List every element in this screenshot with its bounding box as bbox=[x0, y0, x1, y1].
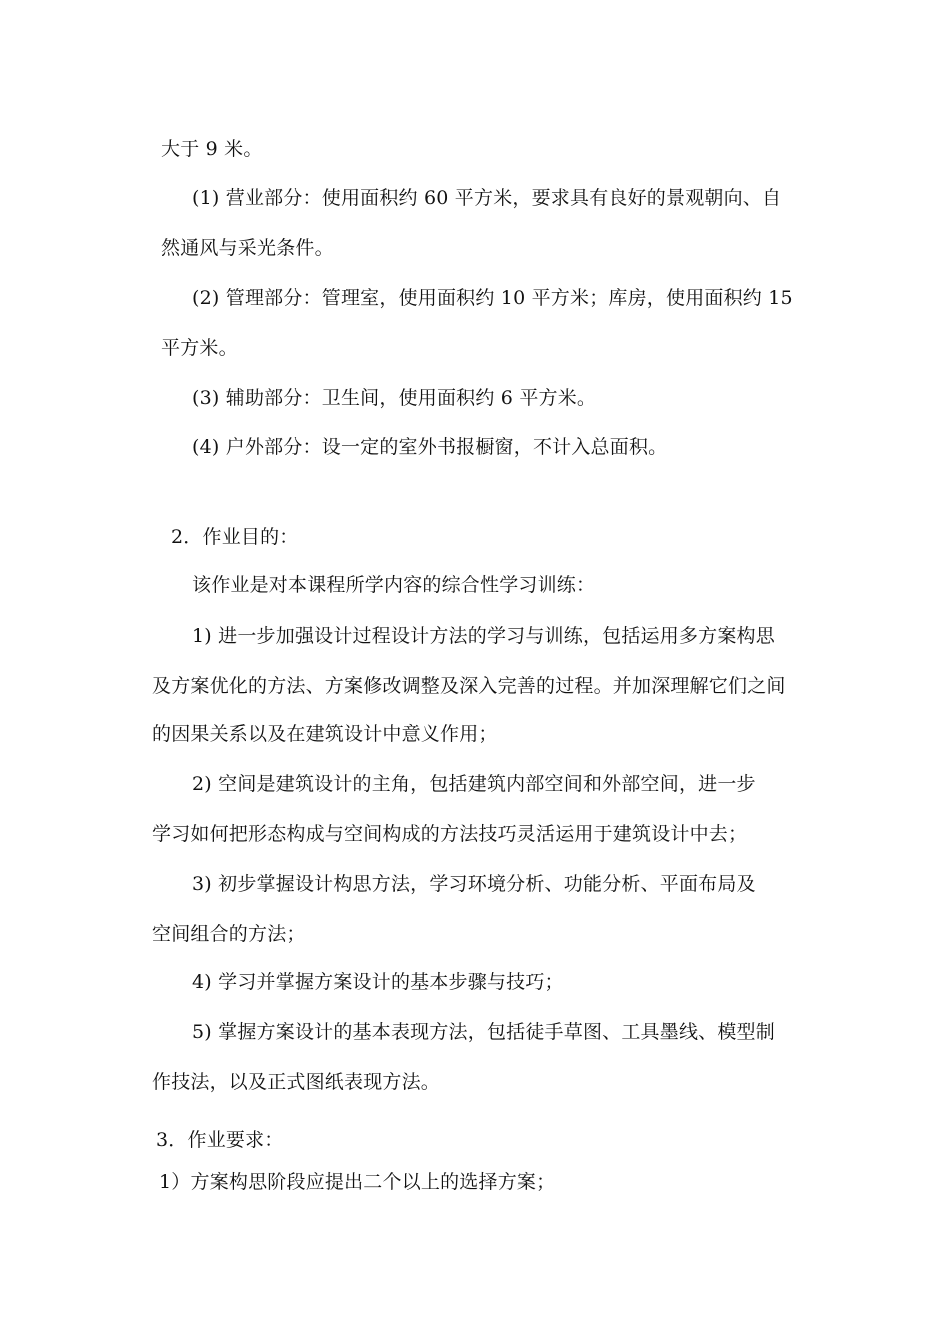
section2-heading: 2．作业目的： bbox=[171, 526, 299, 548]
point1-line3: 的因果关系以及在建筑设计中意义作用； bbox=[152, 723, 498, 745]
point3-line1: 3) 初步掌握设计构思方法，学习环境分析、功能分析、平面布局及 bbox=[192, 873, 756, 895]
item2-line1: (2) 管理部分：管理室，使用面积约 10 平方米；库房，使用面积约 15 bbox=[192, 287, 793, 309]
item1-line2: 然通风与采光条件。 bbox=[161, 237, 334, 259]
point5-line1: 5) 掌握方案设计的基本表现方法，包括徒手草图、工具墨线、模型制 bbox=[192, 1021, 775, 1043]
item2-line2: 平方米。 bbox=[161, 337, 238, 359]
point3-line2: 空间组合的方法； bbox=[152, 923, 306, 945]
item1-line1: (1) 营业部分：使用面积约 60 平方米，要求具有良好的景观朝向、自 bbox=[192, 187, 782, 209]
point5-line2: 作技法，以及正式图纸表现方法。 bbox=[152, 1071, 441, 1093]
continuation-line: 大于 9 米。 bbox=[161, 138, 263, 160]
point1-line2: 及方案优化的方法、方案修改调整及深入完善的过程。并加深理解它们之间 bbox=[152, 675, 786, 697]
requirement1-line: 1）方案构思阶段应提出二个以上的选择方案； bbox=[159, 1171, 556, 1193]
point1-line1: 1) 进一步加强设计过程设计方法的学习与训练，包括运用多方案构思 bbox=[192, 625, 775, 647]
point2-line1: 2) 空间是建筑设计的主角，包括建筑内部空间和外部空间，进一步 bbox=[192, 773, 756, 795]
section2-intro: 该作业是对本课程所学内容的综合性学习训练： bbox=[192, 574, 596, 596]
item4-line: (4) 户外部分：设一定的室外书报橱窗，不计入总面积。 bbox=[192, 436, 668, 458]
point2-line2: 学习如何把形态构成与空间构成的方法技巧灵活运用于建筑设计中去； bbox=[152, 823, 748, 845]
section3-heading: 3．作业要求： bbox=[156, 1129, 284, 1151]
point4-line: 4) 学习并掌握方案设计的基本步骤与技巧； bbox=[192, 971, 564, 993]
item3-line: (3) 辅助部分：卫生间，使用面积约 6 平方米。 bbox=[192, 387, 597, 409]
